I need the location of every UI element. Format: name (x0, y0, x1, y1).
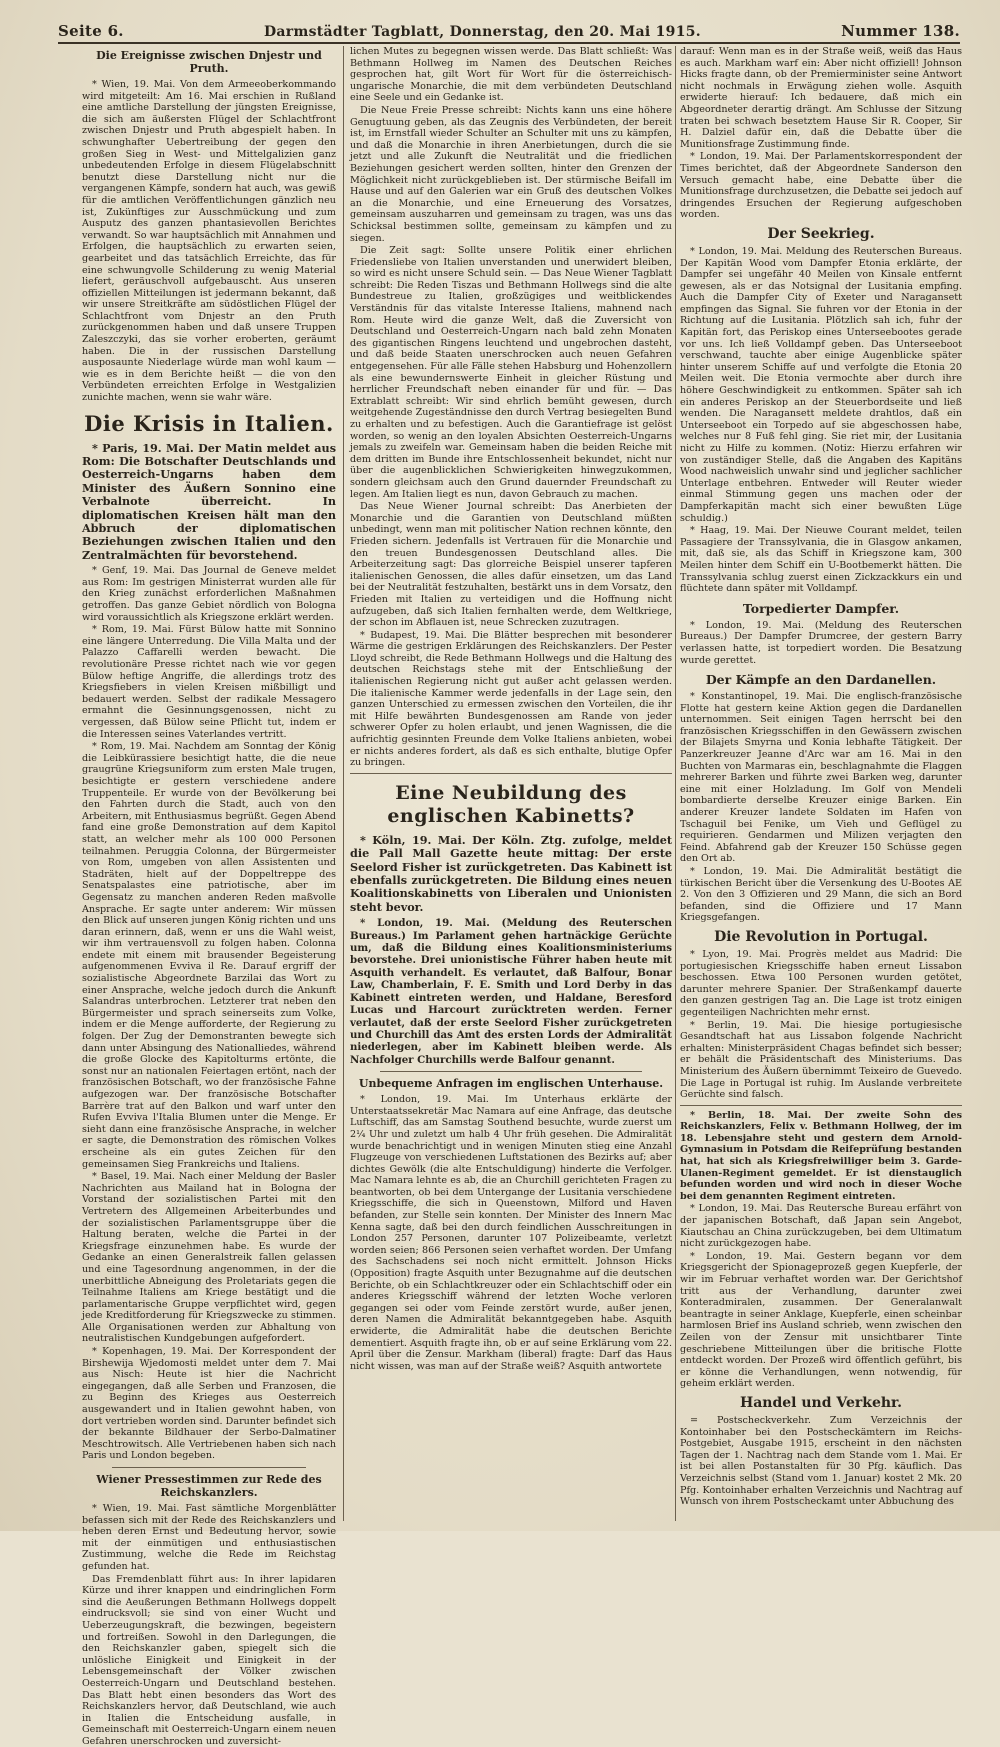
headline-torpedierter-dampfer: Torpedierter Dampfer. (742, 600, 900, 616)
masthead-rule (58, 42, 960, 44)
lead-paragraph: * Paris, 19. Mai. Der Matin meldet aus Rom: Die Botschafter Deutschlands und Oesterreich-Ungarns haben dem Minister des Äußern Sonnino eine Verbalnote überreicht. In diplomatischen Kreisen hält man den Abbruch der diplomatischen Beziehungen zwischen Italien und den Zentralmächten für bevorstehend. (82, 440, 336, 562)
separator (350, 773, 672, 774)
headline-krisis-italien: Die Krisis in Italien. (84, 410, 334, 436)
article-paragraph: * Rom, 19. Mai. Nachdem am Sonntag der König die Leibkürassiere besichtigt hatte, die die neue graugrüne Kriegsuniform zum ersten Male trugen, besichtigte er gestern verschiedene andere Truppenteile. Er wurde von der Bevölkerung bei den Fahrten durch die Stadt, auch von den Arbeitern, mit Enthusiasmus begrüßt. Gegen Abend fand eine große Demonstration auf dem Kapitol statt, an welcher mehr als 100 000 Personen teilnahmen. Peruggia Colonna, der Bürgermeister von Rom, umgeben von allen Assistenten und Stadräten, hielt auf der Doppeltreppe des Senatspalastes eine patriotische, aber im Gegensatz zu manchen anderen Reden maßvolle Ansprache. Er sagte unter anderem: Wir müssen den Blick auf unseren jungen König richten und uns daran erinnern, daß, wenn er uns die Wahl weist, wir ihm vertrauensvoll zu folgen haben. Colonna endete mit einem mit brausender Begeisterung aufgenommenen Evviva il Re. Darauf ergriff der sozialistische Abgeordnete Barzilai das Wort zu einer Ansprache, welche jedoch durch die Ankunft Salandras unterbrochen. Letzterer trat neben den Bürgermeister und sprach seinerseits zum Volke, indem er die Menge aufforderte, der Regierung zu folgen. Der Zug der Demonstranten bewegte sich dann unter Absingung des Nationalliedes, während die große Glocke des Kapitolturms ertönte, die sonst nur an nationalen Feiertagen ertönt, nach der französischen Botschaft, wo der französische Fahne aufgezogen war. Der französische Botschafter Barrère trat auf den Balkon und warf unter den Rufen Evviva l'Italia Blumen unter die Menge. Er sieht dann eine französische Ansprache, in welcher er sagte, die Demonstration des römischen Volkes erscheine als ein gutes Zeichen für den gemeinsamen Sieg Frankreichs und Italiens. (82, 741, 336, 1170)
article-paragraph: * Wien, 19. Mai. Fast sämtliche Morgenblätter befassen sich mit der Rede des Reichskanzlers und heben deren Ernst und Bedeutung hervor, sowie mit der einmütigen und enthusiastischen Zustimmung, welche die Rede im Reichstag gefunden hat. (82, 1503, 336, 1572)
article-paragraph: * Rom, 19. Mai. Fürst Bülow hatte mit Sonnino eine längere Unterredung. Die Villa Malta und der Palazzo Caffarelli werden bewacht. Die revolutionäre Presse richtet nach wie vor gegen Bülow heftige Angriffe, die allerdings trotz des Kriegsfiebers in vielen Kreisen mißbilligt und bedauert werden. Selbst der radikale Messagero ermahnt die Gesinnungsgenossen, nicht zu vergessen, daß Bülow seine Pflicht tut, indem er die Interessen seines Vaterlandes vertritt. (82, 624, 336, 740)
headline-handel-verkehr: Handel und Verkehr. (740, 1394, 902, 1411)
separator (380, 1071, 642, 1072)
headline-unbequeme-anfragen: Unbequeme Anfragen im englischen Unterhause. (358, 1077, 664, 1091)
article-paragraph: Das Neue Wiener Journal schreibt: Das Anerbieten der Monarchie und die Garantien von Deutschland müßten unbedingt, wenn man mit politischer Nation rechnen könnte, den Frieden sichern. Jedenfalls ist Vertrauen für die Monarchie und den treuen Bundesgenossen Deutschland alles. Die Arbeiterzeitung sagt: Das glorreiche Beispiel unserer tapferen italienischen Genossen, die alles dafür einsetzen, um das Land bei der Neutralität festzuhalten, bestärkt uns in dem Vorsatz, den Frieden mit Italien zu verteidigen und die Hoffnung nicht aufzugeben, daß sich Italien fernhalten werde, dem Weltkriege, der schon im Abflauen ist, neue Schrecken zuzutragen. (350, 501, 672, 629)
article-paragraph: * Basel, 19. Mai. Nach einer Meldung der Basler Nachrichten aus Mailand hat in Bologna der Vorstand der sozialistischen Partei mit den Vertretern des Allgemeinen Arbeiterbundes und der sozialistischen Parlamentsgruppe über die Haltung beraten, welche die Partei in der Kriegsfrage einzunehmen habe. Es wurde der Gedanke an einen Generalstreik fallen gelassen und eine Tagesordnung angenommen, in der die unerbittliche Abneigung des Proletariats gegen die Teilnahme Italiens am Kriege bestätigt und die parlamentarische Gruppe verpflichtet wird, gegen jede Kreditforderung für Kriegszwecke zu stimmen. Alle Organisationen werden zur Abhaltung von neutralistischen Kundgebungen aufgefordert. (82, 1171, 336, 1345)
article-paragraph: Die Neue Freie Presse schreibt: Nichts kann uns eine höhere Genugtuung geben, als das Zeugnis des Verbündeten, der bereit ist, im Ernstfall wieder Schulter an Schulter mit uns zu kämpfen, und daß die Monarchie in ihren Anerbietungen, durch die sie jetzt und alle Zukunft die Neutralität und die friedlichen Beziehungen gesichert werden sollten, hinter den Grenzen der Möglichkeit nicht zurückgeblieben ist. Der stürmische Beifall im Hause und auf den Galerien war ein Gruß des deutschen Volkes an die Monarchie, und eine Erneuerung des Vorsatzes, gemeinsam auszuharren und gemeinsam zu tragen, was uns das Schicksal bestimmen sollte, gemeinsam zu kämpfen und zu siegen. (350, 104, 672, 244)
page-number: Seite 6. (58, 22, 124, 40)
column-divider (343, 46, 344, 1521)
headline-wiener-pressestimmen: Wiener Pressestimmen zur Rede des Reichskanzlers. (96, 1473, 322, 1499)
article-paragraph: * London, 19. Mai. Die Admiralität bestätigt die türkischen Bericht über die Versenkung des U-Bootes AE 2. Von den 3 Offizieren und 29 Mann, die sich an Bord befanden, sind die Offiziere und 17 Mann Kriegsgefangen. (680, 866, 962, 924)
article-paragraph: * London, 19. Mai. Gestern begann vor dem Kriegsgericht der Spionageprozeß gegen Kuepferle, der wir im Februar verhaftet worden war. Der Gerichtshof tritt aus der Verhandlung, darunter zwei Konteradmiralen, zusammen. Der Generalanwalt beantragte in seiner Anklage, Kuepferle, einen scheinbar harmlosen Brief ins Ausland schrieb, wenn zwischen den Zeilen von der Zensur mit unsichtbarer Tinte geschriebene Mitteilungen über die britische Flotte entdeckt worden. Der Prozeß wird öffentlich geführt, bis er könne die Verhandlungen, wenn notwendig, für geheim erklärt werden. (680, 1250, 962, 1390)
article-paragraph: * London, 19. Mai. (Meldung des Reuterschen Bureaus.) Der Dampfer Drumcree, der gestern Barry verlassen hatte, ist torpediert worden. Die Besatzung wurde gerettet. (680, 619, 962, 666)
article-paragraph: Die Zeit sagt: Sollte unsere Politik einer ehrlichen Friedensliebe von Italien unverstanden und unerwidert bleiben, so wird es nicht unsere Schuld sein. — Das Neue Wiener Tagblatt schreibt: Die Reden Tiszas und Bethmann Hollwegs sind die alte Bundestreue zu Italien, großzügiges und weitblickendes Verständnis für das vitalste Interesse Italiens, mahnend nach Rom. Heute wird die ganze Welt, daß die Zuversicht von Deutschland und Oesterreich-Ungarn nach bald zehn Monaten des gigantischen Ringens leuchtend und ungebrochen dasteht, und daß beide Staaten unerschrocken auch neuen Gefahren entgegensehen. Für alle Fälle stehen Habsburg und Hohenzollern als eine bewundernswerte Einheit in gleicher Rüstung und herrlicher Freundschaft neben einander für und für. — Das Extrablatt schreibt: Wir sind ehrlich bemüht gewesen, durch weitgehende Zugeständnisse den durch Vertrag besiegelten Bund zu erhalten und zu befestigen. Auch die Garantiefrage ist gelöst worden, so wenig an den loyalen Absichten Oesterreich-Ungarns jemals zu zweifeln war. Gemeinsam haben die beiden Reiche mit dem dritten im Bunde ihre Entschlossenheit bekundet, nicht nur über die augenblicklichen Schwierigkeiten hinwegzukommen, sondern gleichsam auch den Grund dauernder Freundschaft zu legen. Am Italien liegt es nun, davon Gebrauch zu machen. (350, 245, 672, 500)
headline-dnjestr: Die Ereignisse zwischen Dnjestr und Pruth. (96, 49, 322, 75)
article-paragraph: * London, 19. Mai. Meldung des Reuterschen Bureaus. Der Kapitän Wood vom Dampfer Etonia erklärte, der Dampfer sei ungefähr 40 Meilen von Kinsale entfernt gewesen, als er das Notsignal der Lusitania empfing. Auch die Dampfer City of Exeter und Naragansett empfingen das Signal. Sie fuhren vor der Etonia in der Richtung auf die Lusitania. Plötzlich sah ich, fuhr der Kapitän fort, das Periskop eines Unterseebootes gerade vor uns. Ich ließ Volldampf geben. Das Unterseeboot verschwand, tauchte aber einige Augenblicke später hinter unserem Schiffe auf und verfolgte die Etonia 20 Meilen weit. Die Etonia vermochte aber durch ihre höhere Geschwindigkeit zu entkommen. Später sah ich ein anderes Periskop an der Steuerbordseite und ließ wenden. Die Naragansett meldete drahtlos, daß ein Unterseeboot ein Torpedo auf sie abgeschossen habe, welches nur 8 Fuß fehl ging. Sie riet mir, der Lusitania nicht zu Hilfe zu kommen. (Notiz: Hierzu erfahren wir von zuständiger Stelle, daß die Angaben des Kapitäns Wood nachweislich unwahr sind und jeglicher sachlicher Unterlage entbehren. Entweder will Reuter wieder einmal Stimmung gegen uns machen oder der Dampferkapitän macht sich einer bewußten Lüge schuldig.) (680, 245, 962, 524)
article-paragraph: * Kopenhagen, 19. Mai. Der Korrespondent der Birshewija Wjedomosti meldet unter dem 7. Mai aus Nisch: Heute ist hier die Nachricht eingegangen, daß alle Serben und Franzosen, die zu Beginn des Krieges aus Oesterreich ausgewandert und in Italien gewohnt haben, von dort vertrieben worden sind. Darunter befindet sich der bekannte Bildhauer der Serbo-Dalmatiner Meschtrowitsch. Alle Vertriebenen haben sich nach Paris und London begeben. (82, 1346, 336, 1462)
article-paragraph: * London, 19. Mai. Das Reutersche Bureau erfährt von der japanischen Botschaft, daß Japan sein Angebot, Kiautschau an China zurückzugeben, bei dem Ultimatum nicht zurückgezogen habe. (680, 1203, 962, 1250)
column-1 (82, 46, 336, 1747)
article-paragraph: * Budapest, 19. Mai. Die Blätter besprechen mit besonderer Wärme die gestrigen Erklärungen des Reichskanzlers. Der Pester Lloyd schreibt, die Rede Bethmann Hollwegs und die Haltung des deutschen Reichstags stehe mit der Entschließung der italienischen Regierung nicht gut außer acht gelassen werden. Die italienische Kammer werde jedenfalls in der Lage sein, den ganzen Unterschied zu ermessen zwischen den Vorteilen, die ihr mit Hilfe bewährten Bundesgenossen am Rande von jeder schwerer Opfer zu holen erlaubt, und jenen Wagnissen, die die aufrichtig gesinnten Freunde dem Volke Italiens anbieten, wobei er nichts anderes fordert, als daß es sich enthalte, blutige Opfer zu bringen. (350, 629, 672, 769)
article-paragraph: * Genf, 19. Mai. Das Journal de Geneve meldet aus Rom: Im gestrigen Ministerrat wurden alle für den Krieg zunächst erforderlichen Maßnahmen getroffen. Das ganze Gebiet nördlich von Bologna wird voraussichtlich als Kriegszone erklärt werden. (82, 565, 336, 623)
article-paragraph: * London, 19. Mai. Im Unterhaus erklärte der Unterstaatssekretär Mac Namara auf eine Anfrage, das deutsche Luftschiff, das am Samstag Southend besuchte, wurde zuerst um 2¼ Uhr und zuletzt um halb 4 Uhr früh gesehen. Die Admiralität wurde benachrichtigt und in wenigen Minuten stieg eine Anzahl Flugzeuge von verschiedenen Luftstationen des Bezirks auf; aber dichtes Gewölk (die alte Entschuldigung) hinderte die Verfolger. Mac Namara lehnte es ab, die an Churchill gerichteten Fragen zu beantworten, ob bei dem Untergange der Lusitania verschiedene Kriegsschiffe, die sich in Queenstown, Milford und Haven befanden, zur Stelle sein konnten. Der Minister des Innern Mac Kenna sagte, daß bei den durch feindlichen Ausschreitungen in London 257 Personen, darunter 107 Polizeibeamte, verletzt worden seien; 866 Personen seien verhaftet worden. Der Umfang des Sachschadens sei noch nicht ermittelt. Johnson Hicks (Opposition) fragte Asquith unter Bezugnahme auf die deutschen Berichte, ob ein Schlachtkreuzer oder ein Schlachtschiff oder ein anderes Kriegsschiff während der letzten Woche verloren gegangen sei oder vom Feinde zerstört wurde, außer jenen, deren Namen die Admiralität bekanntgegeben habe. Asquith erwiderte, die Admiralität habe die deutschen Berichte dementiert. Asquith fragte ihn, ob er auf seine Erklärung vom 22. April über die Zensur. Markham (liberal) fragte: Darf das Haus nicht wissen, was man auf der Straße weiß? Asquith antwortete (350, 1094, 672, 1372)
lead-paragraph: * Köln, 19. Mai. Der Köln. Ztg. zufolge, meldet die Pall Mall Gazette heute mittag: Der erste Seelord Fisher ist zurückgetreten. Das Kabinett ist ebenfalls zurückgetreten. Die Bildung eines neuen Koalitionskabinetts von Liberalen und Unionisten steht bevor. (350, 832, 672, 914)
article-paragraph: * Berlin, 19. Mai. Die hiesige portugiesische Gesandtschaft hat aus Lissabon folgende Nachricht erhalten: Ministerpräsident Chagas befindet sich besser; er behält die Präsidentschaft des Ministeriums. Das Ministerium des Äußern übernimmt Teixeiro de Guevedo. Die Lage in Portugal ist ruhig. Im Auslande verbreitete Gerüchte sind falsch. (680, 1019, 962, 1101)
article-paragraph: darauf: Wenn man es in der Straße weiß, weiß das Haus es auch. Markham warf ein: Aber nicht offiziell! Johnson Hicks fragte dann, ob der Premierminister seine Antwort nicht nochmals in Erwägung ziehen wolle. Asquith erwiderte hierauf: Ich bedauere, daß mich ein Abgeordneter derartig drängt. Am Schlusse der Sitzung traten bei schwach besetztem Hause Sir R. Cooper, Sir H. Dalziel dafür ein, daß die Debatte über die Munitionsfrage Zustimmung finde. (680, 46, 962, 150)
column-3 (680, 46, 962, 1525)
article-paragraph: * Haag, 19. Mai. Der Nieuwe Courant meldet, teilen Passagiere der Transsylvania, die in Glasgow ankamen, mit, daß sie, als das Schiff in Kriegszone kam, 300 Meilen hinter dem Schiff ein U-Bootbemerkt hätten. Die Transsylvania schlug zuerst einen Zickzackkurs ein und flüchtete dann später mit Volldampf. (680, 525, 962, 595)
newspaper-title: Darmstädter Tagblatt, Donnerstag, den 20. Mai 1915. (263, 24, 701, 40)
headline-seekrieg: Der Seekrieg. (767, 225, 875, 242)
separator (112, 1467, 306, 1468)
article-paragraph: * Wien, 19. Mai. Von dem Armeeoberkommando wird mitgeteilt: Am 16. Mai erschien in Rußland eine amtliche Darstellung der jüngsten Ereignisse, die sich am äußersten Flügel der Schlachtfront zwischen Dnjestr und Pruth abgespielt haben. In schwunghafter Uebertreibung der gegen den großen Sieg in West- und Mittelgalizien ganz unbedeutenden Erfolge in diesem Flügelabschnitt benutzt diese Darstellung nicht nur die vergangenen Kämpfe, sondern hat auch, was gewiß für die amtlichen Veröffentlichungen gänzlich neu ist, Zukünftiges zur Ausschmückung und zum Ausputz des ganzen phantasievollen Berichtes verwandt. So war hauptsächlich mit Annahmen und Erfolgen, die hauptsächlich zu erwarten seien, gearbeitet und das tatsächlich Erreichte, das für eine schwungvolle Schilderung zu wenig Material liefert, geräuschvoll aufgebauscht. Aus unseren offiziellen Mitteilungen ist jedermann bekannt, daß wir unsere Streitkräfte am südöstlichen Flügel der Schlachtfront vom Dnjestr an den Pruth zurückgenommen haben und daß unsere Truppen Zaleszczyki, das sie vorher eroberten, geräumt haben. Die in der russischen Darstellung ausposaunte Niederlage würde man wohl kaum — wie es in dem Berichte heißt — die von den Verbündeten erreichten Erfolge in Westgalizien zunichte machen, wenn sie wahr wäre. (82, 79, 336, 404)
issue-number: Nummer 138. (841, 22, 960, 40)
separator (680, 1105, 962, 1106)
headline-revolution-portugal: Die Revolution in Portugal. (714, 928, 928, 945)
article-paragraph: * Lyon, 19. Mai. Progrès meldet aus Madrid: Die portugiesischen Kriegsschiffe haben erneut Lissabon beschossen. Etwa 100 Personen wurden getötet, darunter mehrere Spanier. Der Straßenkampf dauerte den ganzen gestrigen Tag an. Die Lage ist trotz einigen gegenteiligen Nachrichten mehr ernst. (680, 948, 962, 1018)
masthead (58, 22, 960, 42)
column-divider (675, 46, 676, 1521)
article-paragraph: * Berlin, 18. Mai. Der zweite Sohn des Reichskanzlers, Felix v. Bethmann Hollweg, der im 18. Lebensjahre steht und gestern dem Arnold-Gymnasium in Potsdam die Reifeprüfung bestanden hat, hat sich als Kriegsfreiwilliger beim 3. Garde-Ulanen-Regiment gemeldet. Er ist dienstauglich befunden worden und wird noch in dieser Woche bei dem genannten Regiment eintreten. (680, 1109, 962, 1202)
article-paragraph: Das Fremdenblatt führt aus: In ihrer lapidaren Kürze und ihrer knappen und eindringlichen Form sind die Aeußerungen Bethmann Hollwegs doppelt eindrucksvoll; sie sind von einer Wucht und Ueberzeugungskraft, die bezwingen, begeistern und fortreißen. Sowohl in den Darlegungen, die den Reichskanzler gaben, spiegelt sich die unlösliche Einigkeit und Einigkeit in der Lebensgemeinschaft der Völker zwischen Oesterreich-Ungarn und Deutschland bestehen. Das Blatt hebt einen besonders das Wort des Reichskanzlers hervor, daß Deutschland, wie auch in Italien die Entscheidung ausfalle, in Gemeinschaft mit Oesterreich-Ungarn einem neuen Gefahren unerschrocken und zuversicht- (82, 1573, 336, 1747)
article-paragraph: lichen Mutes zu begegnen wissen werde. Das Blatt schließt: Was Bethmann Hollweg im Namen des Deutschen Reiches gesprochen hat, gilt Wort für Wort für die österreichisch-ungarische Monarchie, die mit dem verbündeten Deutschland eine Seele und ein Gedanke ist. (350, 46, 672, 104)
headline-dardanellen: Der Kämpfe an den Dardanellen. (705, 672, 937, 688)
article-paragraph: = Postscheckverkehr. Zum Verzeichnis der Kontoinhaber bei den Postscheckämtern im Reichs-Postgebiet, Ausgabe 1915, erscheint in den nächsten Tagen der 1. Nachtrag nach dem Stande vom 1. Mai. Er ist bei allen Postanstalten für 30 Pfg. käuflich. Das Verzeichnis selbst (Stand vom 1. Januar) kostet 2 Mk. 20 Pfg. Kontoinhaber erhalten Verzeichnis und Nachtrag auf Wunsch von ihrem Postscheckamt unter Abbuchung des (680, 1414, 962, 1508)
article-paragraph: * Konstantinopel, 19. Mai. Die englisch-französische Flotte hat gestern keine Aktion gegen die Dardanellen unternommen. Seit einigen Tagen herrscht bei den französischen Kriegsschiffen in den Gewässern zwischen der Bilajets Smyrna und Konia lebhafte Tätigkeit. Der Panzerkreuzer Jeanne d'Arc war am 16. Mai in den Buchten von Marmaras ein, beschlagnahmte die Flaggen mehrerer Barken und führte zwei Barken weg, darunter eine mit einer Holzladung. Im Golf von Mendeli bombardierte derselbe Kreuzer einige Barken. Ein anderer Kreuzer landete Soldaten im Hafen von Tschaguil bei Fenike, um Vieh und Geflügel zu requirieren. Gendarmen und Milizen verjagten den Feind. Abfahrend gab der Kreuzer 150 Schüsse gegen den Ort ab. (680, 691, 962, 865)
column-2 (350, 46, 672, 1525)
article-paragraph: * London, 19. Mai. Der Parlamentskorrespondent der Times berichtet, daß der Abgeordnete Sanderson den Versuch gemacht habe, eine Debatte über die Munitionsfrage durchzusetzen, die Debatte sei jedoch auf dringendes Ersuchen der Regierung aufgeschoben worden. (680, 151, 962, 221)
headline-neubildung-kabinett: Eine Neubildung des englischen Kabinetts? (387, 781, 635, 827)
lead-paragraph: * London, 19. Mai. (Meldung des Reuterschen Bureaus.) Im Parlament gehen hartnäckige Gerüchte um, daß die Bildung eines Koalitionsministeriums bevorstehe. Drei unionistische Führer haben heute mit Asquith verhandelt. Es verlautet, daß Balfour, Bonar Law, Chamberlain, F. E. Smith und Lord Derby in das Kabinett eintreten werden, und Haldane, Beresford Lucas und Harcourt zurücktreten werden. Ferner verlautet, daß der erste Seelord Fisher zurückgetreten und Churchill das Amt des ersten Lords der Admiralität niederlegen, aber im Kabinett bleiben werde. Als Nachfolger Churchills werde Balfour genannt. (350, 917, 672, 1066)
